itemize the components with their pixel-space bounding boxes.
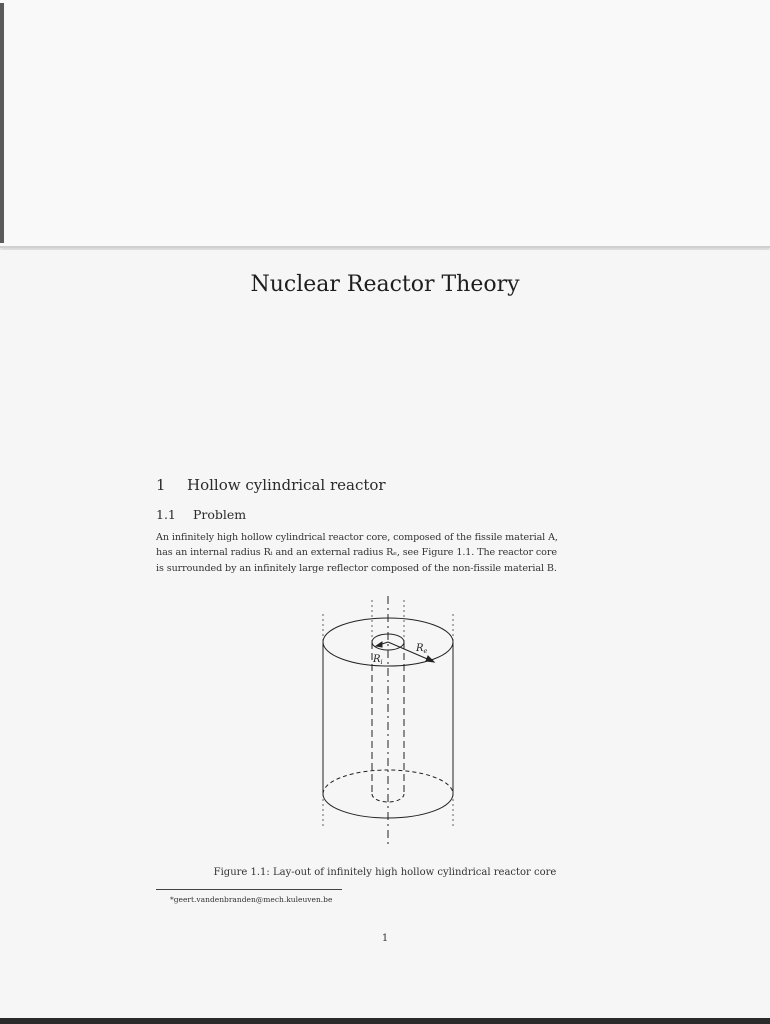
- paragraph-line: An infinitely high hollow cylindrical reactor core, composed of the fissile material A,: [156, 532, 558, 543]
- internal-radius-arrowhead: [376, 642, 382, 647]
- paragraph-line: is surrounded by an infinitely large reflector composed of the non-fissile material B.: [156, 563, 557, 574]
- hollow-cylinder-figure: [300, 592, 480, 850]
- footnote: *geert.vandenbranden@mech.kuleuven.be: [170, 895, 333, 904]
- footnote-rule: [156, 889, 342, 890]
- section-number: 1: [156, 476, 166, 494]
- scan-bottom-edge: [0, 1018, 770, 1024]
- figure-caption: Figure 1.1: Lay-out of infinitely high hollow cylindrical reactor core: [213, 867, 557, 878]
- document-title: Nuclear Reactor Theory: [250, 272, 520, 297]
- paragraph-line: has an internal radius Rᵢ and an external radius Rₑ, see Figure 1.1. The reactor core: [156, 547, 557, 558]
- folded-paper-flap: [0, 0, 770, 248]
- section-title: Hollow cylindrical reactor: [187, 476, 386, 494]
- scan-left-edge: [0, 3, 4, 243]
- internal-radius-label: $R_i$: [373, 654, 383, 666]
- subsection-number: 1.1: [156, 507, 176, 522]
- page-number: 1: [381, 933, 389, 944]
- external-radius-label: $R_e$: [416, 643, 428, 655]
- subsection-title: Problem: [193, 507, 247, 522]
